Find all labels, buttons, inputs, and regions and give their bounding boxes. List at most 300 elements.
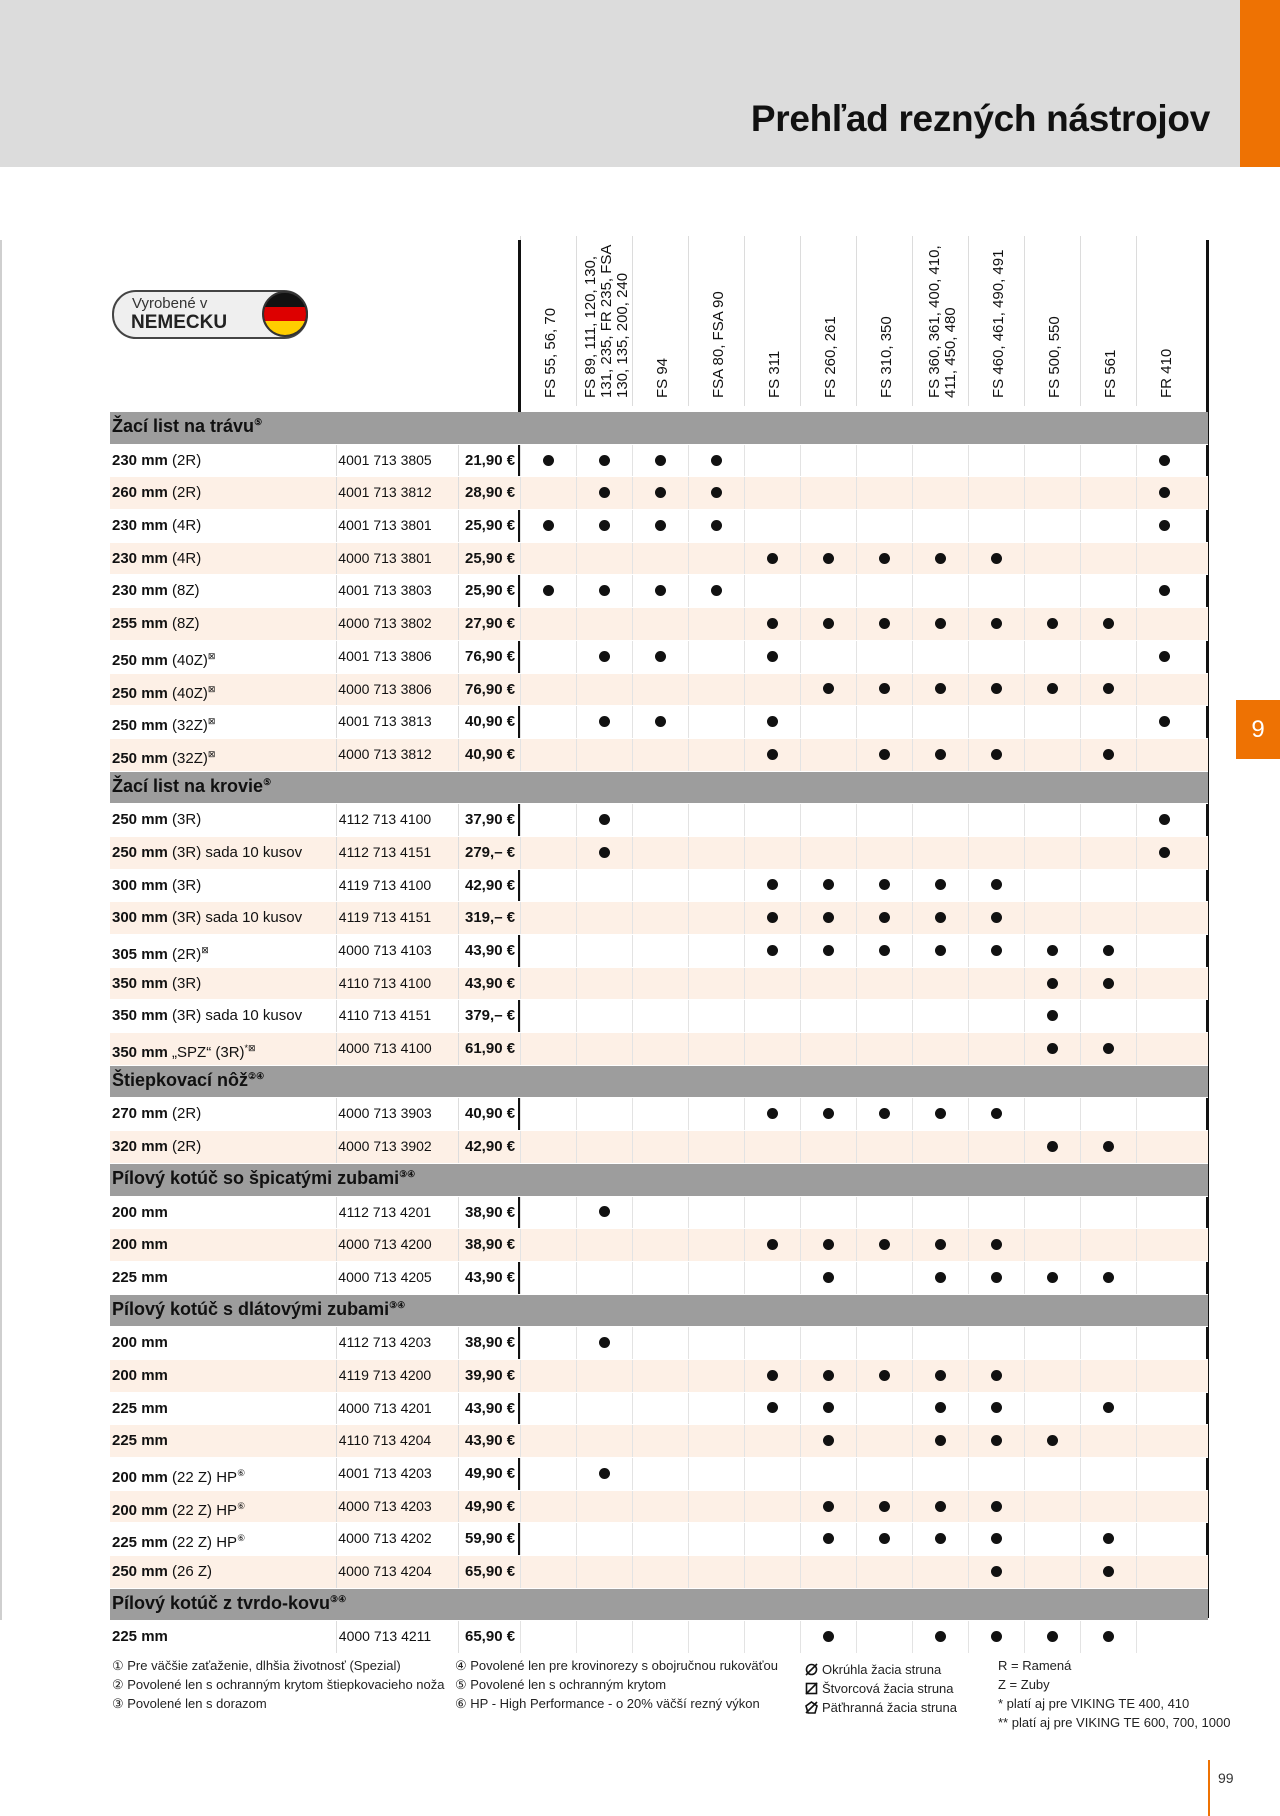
product-price: 42,90 € <box>458 870 531 902</box>
compatibility-cell <box>1136 608 1193 640</box>
compatibility-cell <box>912 1360 969 1392</box>
compatibility-cell <box>856 902 913 934</box>
compatibility-cell <box>1024 1262 1081 1294</box>
product-code: 4000 713 4204 <box>336 1556 433 1588</box>
compatibility-cell <box>744 1425 801 1457</box>
compatibility-cell <box>688 477 745 509</box>
compatible-dot <box>879 879 890 890</box>
compatibility-cell <box>520 1393 577 1425</box>
compatibility-cell <box>800 1033 857 1065</box>
compatible-dot <box>655 585 666 596</box>
product-code: 4112 713 4100 <box>336 804 433 836</box>
compatibility-cell <box>1136 1491 1193 1523</box>
compatibility-cell <box>520 1197 577 1229</box>
compatibility-cell <box>520 1556 577 1588</box>
compatibility-cell <box>1136 1197 1193 1229</box>
compatible-dot <box>1047 1010 1058 1021</box>
compatibility-cell <box>968 1327 1025 1359</box>
compatibility-cell <box>856 837 913 869</box>
compatibility-cell <box>520 1033 577 1065</box>
compatibility-cell <box>912 1033 969 1065</box>
compatibility-cell <box>520 902 577 934</box>
product-code: 4119 713 4200 <box>336 1360 433 1392</box>
compatibility-cell <box>632 1621 689 1653</box>
compatible-dot <box>767 716 778 727</box>
compatible-dot <box>599 814 610 825</box>
compatibility-cell <box>576 739 633 771</box>
compatibility-cell <box>800 641 857 673</box>
compatibility-cell <box>688 1556 745 1588</box>
column-header <box>856 236 913 406</box>
compatibility-cell <box>632 1033 689 1065</box>
compatibility-cell <box>520 1360 577 1392</box>
product-code: 4000 713 4202 <box>336 1523 433 1555</box>
compatibility-cell <box>1080 575 1137 607</box>
section-header <box>110 1295 1208 1328</box>
compatibility-cell <box>856 1098 913 1130</box>
compatibility-cell <box>1080 739 1137 771</box>
product-description: 300 mm (3R) <box>112 876 202 894</box>
compatible-dot <box>711 585 722 596</box>
product-description: 200 mm <box>112 1366 168 1384</box>
compatibility-cell <box>1136 1425 1193 1457</box>
column-header-label: FR 410 <box>1158 348 1175 398</box>
product-description: 225 mm (22 Z) HP⑥ <box>112 1533 246 1552</box>
compatibility-cell <box>688 1458 745 1490</box>
compatibility-cell <box>520 477 577 509</box>
compatibility-cell <box>520 706 577 738</box>
compatibility-cell <box>856 575 913 607</box>
compatibility-cell <box>1024 1556 1081 1588</box>
product-code: 4000 713 3903 <box>336 1098 433 1130</box>
compatibility-cell <box>856 1327 913 1359</box>
product-description: 250 mm (3R) sada 10 kusov <box>112 843 303 861</box>
compatible-dot <box>935 1370 946 1381</box>
compatibility-cell <box>1024 1033 1081 1065</box>
compatible-dot <box>823 945 834 956</box>
table-row <box>110 1523 1208 1556</box>
compatibility-cell <box>688 1425 745 1457</box>
compatibility-cell <box>688 968 745 1000</box>
compatible-dot <box>1159 455 1170 466</box>
compatibility-cell <box>1024 510 1081 542</box>
compatibility-cell <box>520 968 577 1000</box>
compatibility-cell <box>800 1131 857 1163</box>
page-title: Prehľad rezných nástrojov <box>750 98 1210 139</box>
product-description: 250 mm (26 Z) <box>112 1563 213 1581</box>
compatibility-cell <box>632 1425 689 1457</box>
compatibility-cell <box>856 706 913 738</box>
compatibility-cell <box>576 837 633 869</box>
compatibility-cell <box>520 1131 577 1163</box>
compatibility-cell <box>1024 935 1081 967</box>
compatibility-cell <box>912 1197 969 1229</box>
compatibility-cell <box>1136 1523 1193 1555</box>
compatibility-cell <box>912 739 969 771</box>
product-price: 39,90 € <box>458 1360 531 1392</box>
product-code: 4000 713 4211 <box>336 1621 433 1653</box>
product-code: 4110 713 4151 <box>336 1000 433 1032</box>
compatibility-cell <box>1080 902 1137 934</box>
compatibility-cell <box>632 674 689 706</box>
compatibility-cell <box>688 608 745 640</box>
product-description: 250 mm (40Z)⊠ <box>112 650 216 669</box>
column-header-label: FS 460, 461, 490, 491 <box>990 249 1007 398</box>
product-price: 25,90 € <box>458 510 531 542</box>
compatibility-cell <box>968 968 1025 1000</box>
compatibility-cell <box>688 870 745 902</box>
compatibility-cell <box>688 902 745 934</box>
compatibility-cell <box>1024 968 1081 1000</box>
compatibility-cell <box>744 968 801 1000</box>
compatibility-cell <box>576 935 633 967</box>
compatibility-cell <box>912 1000 969 1032</box>
compatibility-cell <box>744 1393 801 1425</box>
table-row <box>110 870 1208 903</box>
table-row <box>110 1556 1208 1589</box>
table-row <box>110 739 1208 772</box>
compatibility-cell <box>1024 445 1081 477</box>
product-description: 200 mm <box>112 1236 168 1254</box>
compatibility-cell <box>1024 575 1081 607</box>
compatible-dot <box>655 651 666 662</box>
product-code: 4000 713 3806 <box>336 674 433 706</box>
compatibility-cell <box>1080 641 1137 673</box>
compatibility-cell <box>632 1098 689 1130</box>
orange-corner-tab <box>1240 0 1280 167</box>
compatibility-cell <box>520 1621 577 1653</box>
compatibility-cell <box>744 1131 801 1163</box>
compatible-dot <box>823 1108 834 1119</box>
compatibility-cell <box>688 1033 745 1065</box>
compatible-dot <box>543 455 554 466</box>
compatibility-cell <box>1080 1197 1137 1229</box>
compatible-dot <box>991 553 1002 564</box>
footnote-2: ② Povolené len s ochranným krytom štiepkovacieho noža <box>112 1677 445 1692</box>
table-row <box>110 1360 1208 1393</box>
table-row <box>110 608 1208 641</box>
compatible-dot <box>879 945 890 956</box>
compatible-dot <box>1047 1631 1058 1642</box>
compatibility-cell <box>744 837 801 869</box>
compatibility-cell <box>688 543 745 575</box>
table-row <box>110 641 1208 674</box>
compatibility-cell <box>912 1131 969 1163</box>
compatible-dot <box>879 1108 890 1119</box>
compatibility-cell <box>688 739 745 771</box>
compatibility-cell <box>800 608 857 640</box>
compatibility-cell <box>800 739 857 771</box>
compatibility-cell <box>1136 1327 1193 1359</box>
compatibility-cell <box>912 674 969 706</box>
product-price: 38,90 € <box>458 1327 531 1359</box>
product-price: 49,90 € <box>458 1491 531 1523</box>
compatibility-cell <box>688 706 745 738</box>
compatible-dot <box>1047 945 1058 956</box>
product-description: 270 mm (2R) <box>112 1105 202 1123</box>
cutting-tools-table <box>110 412 1208 1654</box>
compatibility-cell <box>800 1229 857 1261</box>
compatible-dot <box>823 1370 834 1381</box>
compatibility-cell <box>744 1556 801 1588</box>
compatibility-cell <box>744 477 801 509</box>
compatible-dot <box>1103 1566 1114 1577</box>
compatible-dot <box>1159 487 1170 498</box>
compatibility-cell <box>576 608 633 640</box>
compatibility-cell <box>632 739 689 771</box>
compatibility-cell <box>1080 1327 1137 1359</box>
compatible-dot <box>991 683 1002 694</box>
compatible-dot <box>655 455 666 466</box>
footnotes-col4 <box>998 1656 1230 1732</box>
compatible-dot <box>1103 1402 1114 1413</box>
compatibility-cell <box>1136 968 1193 1000</box>
compatibility-cell <box>912 1098 969 1130</box>
compatibility-cell <box>968 445 1025 477</box>
product-description: 225 mm <box>112 1432 168 1450</box>
compatibility-cell <box>688 935 745 967</box>
column-header-label: FS 260, 261 <box>822 316 839 398</box>
product-description: 305 mm (2R)⊠ <box>112 945 209 963</box>
product-description: 350 mm „SPZ“ (3R)*⊠ <box>112 1043 256 1062</box>
compatibility-cell <box>856 674 913 706</box>
product-price: 61,90 € <box>458 1033 531 1065</box>
compatible-dot <box>879 1533 890 1544</box>
product-code: 4110 713 4100 <box>336 968 433 1000</box>
compatibility-cell <box>856 1033 913 1065</box>
compatible-dot <box>599 716 610 727</box>
compatible-dot <box>1159 520 1170 531</box>
compatibility-cell <box>1024 1425 1081 1457</box>
column-header <box>688 236 745 406</box>
compatibility-cell <box>1136 1393 1193 1425</box>
compatible-dot <box>823 1272 834 1283</box>
compatible-dot <box>767 1370 778 1381</box>
compatible-dot <box>879 683 890 694</box>
footnote-6: ⑥ HP - High Performance - o 20% väčší rezný výkon <box>455 1696 760 1711</box>
compatibility-cell <box>632 445 689 477</box>
compatibility-cell <box>520 543 577 575</box>
compatible-dot <box>1103 945 1114 956</box>
compatible-dot <box>767 651 778 662</box>
compatibility-cell <box>1136 477 1193 509</box>
compatibility-cell <box>632 1491 689 1523</box>
compatibility-cell <box>1024 477 1081 509</box>
compatibility-cell <box>520 804 577 836</box>
section-header <box>110 772 1208 805</box>
compatible-dot <box>935 1239 946 1250</box>
compatibility-cell <box>520 739 577 771</box>
product-description: 250 mm (32Z)⊠ <box>112 748 216 767</box>
compatibility-cell <box>800 575 857 607</box>
compatibility-cell <box>632 510 689 542</box>
compatibility-cell <box>1136 1360 1193 1392</box>
compatible-dot <box>823 879 834 890</box>
compatibility-cell <box>800 935 857 967</box>
compatibility-cell <box>968 804 1025 836</box>
compatible-dot <box>1047 618 1058 629</box>
compatibility-cell <box>576 968 633 1000</box>
compatible-dot <box>991 879 1002 890</box>
section-header <box>110 1066 1208 1099</box>
compatible-dot <box>935 879 946 890</box>
compatible-dot <box>1047 683 1058 694</box>
column-header-label: FS 310, 350 <box>878 316 895 398</box>
compatibility-cell <box>576 870 633 902</box>
product-price: 43,90 € <box>458 935 531 967</box>
compatibility-cell <box>968 1197 1025 1229</box>
compatible-dot <box>711 455 722 466</box>
compatibility-cell <box>632 1458 689 1490</box>
table-row <box>110 1425 1208 1458</box>
compatibility-cell <box>520 1491 577 1523</box>
product-description: 200 mm <box>112 1203 168 1221</box>
compatibility-cell <box>576 1131 633 1163</box>
compatibility-cell <box>1024 1360 1081 1392</box>
compatible-dot <box>1103 1272 1114 1283</box>
compatible-dot <box>935 618 946 629</box>
compatibility-cell <box>1080 1098 1137 1130</box>
compatibility-cell <box>744 935 801 967</box>
section-title: Štiepkovací nôž②④ <box>112 1069 265 1090</box>
compatibility-cell <box>968 1229 1025 1261</box>
compatibility-cell <box>800 837 857 869</box>
compatibility-cell <box>520 575 577 607</box>
compatible-dot <box>991 1533 1002 1544</box>
compatibility-cell <box>1024 1098 1081 1130</box>
compatibility-cell <box>520 510 577 542</box>
footnote-5: ⑤ Povolené len s ochranným krytom <box>455 1677 667 1692</box>
compatibility-cell <box>856 1621 913 1653</box>
product-code: 4000 713 4200 <box>336 1229 433 1261</box>
compatible-dot <box>767 553 778 564</box>
product-price: 21,90 € <box>458 445 531 477</box>
compatibility-cell <box>744 1098 801 1130</box>
column-header <box>632 236 689 406</box>
compatibility-cell <box>968 575 1025 607</box>
compatible-dot <box>1103 1043 1114 1054</box>
product-code: 4000 713 3902 <box>336 1131 433 1163</box>
compatibility-cell <box>1024 543 1081 575</box>
compatibility-cell <box>856 1229 913 1261</box>
compatibility-cell <box>520 674 577 706</box>
compatibility-cell <box>632 1229 689 1261</box>
compatibility-cell <box>968 674 1025 706</box>
compatibility-cell <box>744 575 801 607</box>
compatible-dot <box>767 618 778 629</box>
product-code: 4001 713 3813 <box>336 706 433 738</box>
compatibility-cell <box>1136 445 1193 477</box>
compatibility-cell <box>632 1523 689 1555</box>
compatibility-cell <box>1136 706 1193 738</box>
section-header <box>110 1589 1208 1622</box>
product-description: 255 mm (8Z) <box>112 615 200 633</box>
chapter-tab[interactable]: 9 <box>1236 700 1280 759</box>
product-code: 4000 713 4100 <box>336 1033 433 1065</box>
column-header-label: FS 311 <box>766 350 783 398</box>
table-row <box>110 804 1208 837</box>
compatibility-cell <box>576 1491 633 1523</box>
compatibility-cell <box>632 706 689 738</box>
compatibility-cell <box>576 477 633 509</box>
product-code: 4000 713 3801 <box>336 543 433 575</box>
compatibility-cell <box>912 641 969 673</box>
compatible-dot <box>543 520 554 531</box>
compatibility-cell <box>576 1000 633 1032</box>
pentagon-line-icon <box>805 1701 818 1714</box>
compatibility-cell <box>1080 804 1137 836</box>
column-header <box>968 236 1025 406</box>
product-description: 230 mm (4R) <box>112 549 202 567</box>
compatible-dot <box>599 487 610 498</box>
compatibility-cell <box>688 804 745 836</box>
compatibility-cell <box>856 1000 913 1032</box>
compatibility-cell <box>744 902 801 934</box>
compatibility-cell <box>576 902 633 934</box>
compatible-dot <box>879 1370 890 1381</box>
table-row <box>110 1197 1208 1230</box>
compatible-dot <box>991 1239 1002 1250</box>
square-line-icon <box>805 1682 818 1695</box>
table-row <box>110 445 1208 478</box>
legend-z: Z = Zuby <box>998 1677 1050 1692</box>
compatibility-cell <box>1136 837 1193 869</box>
compatibility-cell <box>744 1621 801 1653</box>
compatibility-cell <box>744 1360 801 1392</box>
compatible-dot <box>1047 1435 1058 1446</box>
compatible-dot <box>711 487 722 498</box>
column-header-label: FS 94 <box>654 357 671 398</box>
compatibility-cell <box>912 1229 969 1261</box>
compatible-dot <box>711 520 722 531</box>
compatibility-cell <box>1080 935 1137 967</box>
compatibility-cell <box>968 1262 1025 1294</box>
compatibility-cell <box>912 575 969 607</box>
compatible-dot <box>935 1631 946 1642</box>
compatible-dot <box>991 618 1002 629</box>
column-header-label: FS 500, 550 <box>1046 316 1063 398</box>
compatibility-cell <box>1080 1033 1137 1065</box>
compatibility-cell <box>744 543 801 575</box>
compatible-dot <box>1047 978 1058 989</box>
compatibility-cell <box>632 902 689 934</box>
compatibility-cell <box>520 1229 577 1261</box>
compatibility-cell <box>520 1523 577 1555</box>
compatibility-cell <box>968 1491 1025 1523</box>
section-title: Pílový kotúč z tvrdo-kovu③④ <box>112 1592 347 1613</box>
compatible-dot <box>1103 749 1114 760</box>
product-description: 200 mm (22 Z) HP⑥ <box>112 1468 246 1486</box>
compatibility-cell <box>968 837 1025 869</box>
compatibility-cell <box>800 445 857 477</box>
table-row <box>110 1098 1208 1131</box>
compatibility-cell <box>1080 543 1137 575</box>
section-header <box>110 412 1208 445</box>
page-number: 99 <box>1218 1770 1234 1786</box>
compatibility-cell <box>968 739 1025 771</box>
compatible-dot <box>655 716 666 727</box>
table-row <box>110 1229 1208 1262</box>
compatible-dot <box>991 1435 1002 1446</box>
compatibility-cell <box>1136 1000 1193 1032</box>
column-header <box>520 236 577 406</box>
compatibility-cell <box>744 739 801 771</box>
footnote-1: ① Pre väčšie zaťaženie, dlhšia životnosť (Spezial) <box>112 1658 401 1673</box>
legend-r: R = Ramená <box>998 1658 1072 1673</box>
compatibility-cell <box>688 1098 745 1130</box>
compatibility-cell <box>688 575 745 607</box>
table-row <box>110 477 1208 510</box>
